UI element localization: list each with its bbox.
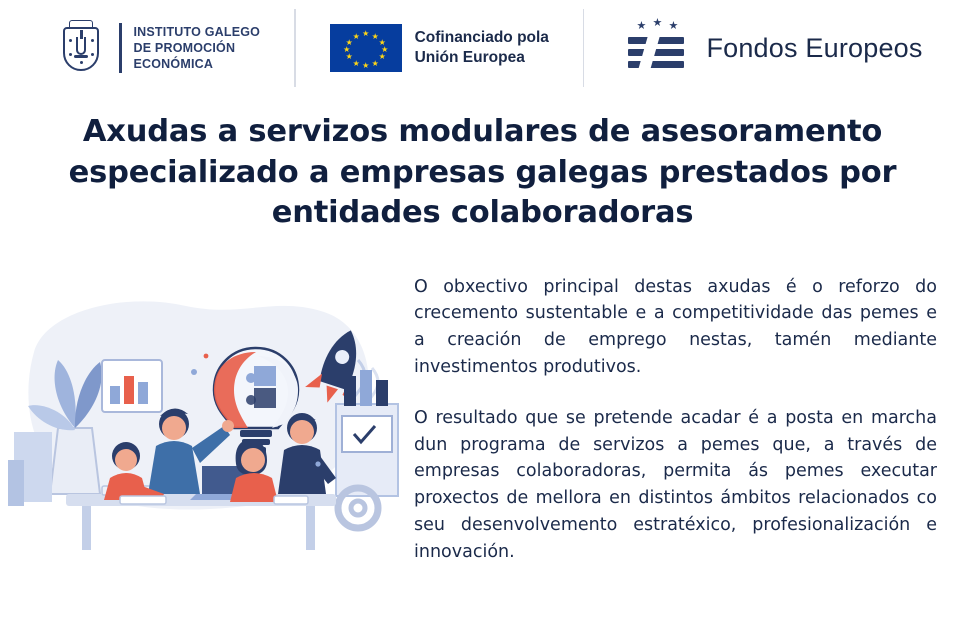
fondos-europeos-label: Fondos Europeos [706, 32, 923, 63]
text-column [406, 256, 965, 566]
fondos-europeos-mark-icon: ★ ★ ★ [618, 20, 692, 76]
igape-divider-bar [119, 23, 122, 73]
content-row [0, 256, 965, 566]
team-brainstorming-illustration [6, 256, 406, 556]
paragraph-result: O resultado que se pretende acadar é a posta en marcha dun programa de servizos a pemes que, a través de empresas colaboradoras, permita ás pemes executar proxectos de mellora en distintos ámbitos relacionados co seu desenvolvemento estratéxico, profesionalización e innovación. [414, 407, 937, 562]
paragraph-objective: O obxectivo principal destas axudas é o reforzo do crecemento sustentable e a competitividade das pemes e a creación de emprego nestas, tamén mediante investimentos produtivos. [414, 276, 937, 377]
igape-crest-icon [55, 19, 107, 77]
igape-line-2: DE PROMOCIÓN [133, 41, 236, 55]
eu-flag-icon: ★ ★ ★ ★ ★ ★ ★ ★ ★ ★ ★ ★ [330, 24, 402, 72]
igape-logo [55, 19, 260, 77]
igape-line-3: ECONÓMICA [133, 57, 214, 71]
eu-cofinancing-logo [330, 24, 549, 72]
igape-wordmark [134, 24, 261, 72]
igape-line-1: INSTITUTO GALEGO [133, 25, 261, 39]
header-divider-1 [294, 9, 296, 87]
eu-cofinancing-text [415, 28, 549, 68]
eu-text-line-2: Unión Europea [414, 49, 525, 66]
logo-strip [0, 0, 965, 88]
header-divider-2 [583, 9, 585, 87]
eu-text-line-1: Cofinanciado pola [414, 28, 549, 46]
page-title: Axudas a servizos modulares de asesoramento especializado a empresas galegas prestados por entidades colaboradoras [68, 114, 897, 231]
fondos-europeos-logo [618, 16, 923, 76]
